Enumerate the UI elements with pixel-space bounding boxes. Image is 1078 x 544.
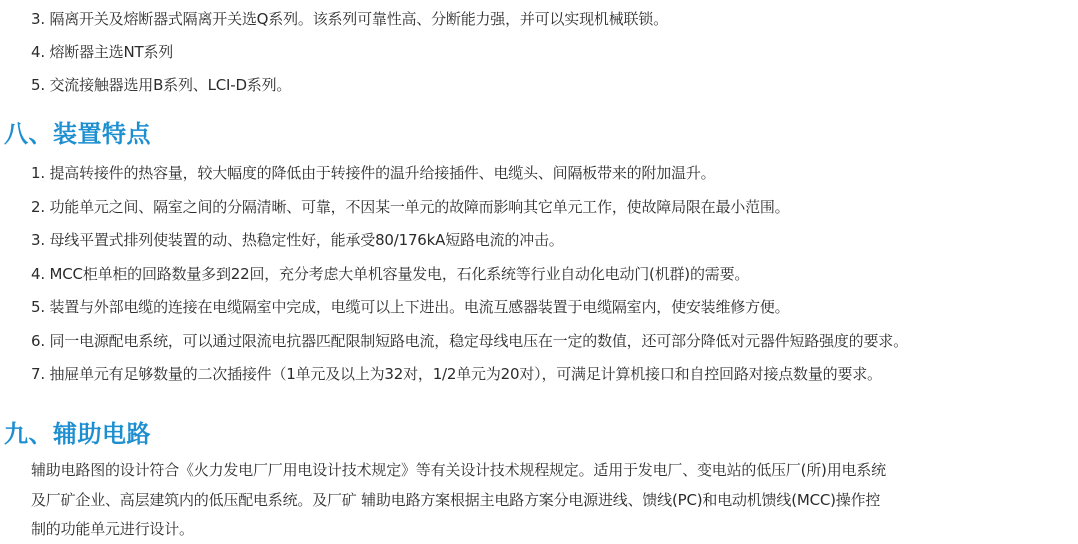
intro-item-3: 3. 隔离开关及熔断器式隔离开关选Q系列。该系列可靠性高、分断能力强，并可以实现机械联锁。 (31, 10, 668, 28)
intro-item-4: 4. 熔断器主选NT系列 (31, 43, 174, 61)
section-9-paragraph-line-3: 制的功能单元进行设计。 (31, 520, 194, 538)
intro-item-5: 5. 交流接触器选用B系列、LCI-D系列。 (31, 76, 292, 94)
section-8-item-2: 2. 功能单元之间、隔室之间的分隔清晰、可靠，不因某一单元的故障而影响其它单元工作，使故障局限在最小范围。 (31, 198, 790, 216)
section-9-heading: 九、辅助电路 (4, 420, 151, 448)
section-9-paragraph-line-1: 辅助电路图的设计符合《火力发电厂厂用电设计技术规定》等有关设计技术规程规定。适用于发电厂、变电站的低压厂(所)用电系统 (31, 461, 886, 479)
section-9-paragraph-line-2: 及厂矿企业、高层建筑内的低压配电系统。及厂矿 辅助电路方案根据主电路方案分电源进线、馈线(PC)和电动机馈线(MCC)操作控 (31, 491, 881, 509)
section-8-heading: 八、装置特点 (4, 120, 151, 148)
section-8-item-4: 4. MCC柜单柜的回路数量多到22回，充分考虑大单机容量发电，石化系统等行业自动化电动门(机群)的需要。 (31, 265, 750, 283)
section-8-item-7: 7. 抽屉单元有足够数量的二次插接件（1单元及以上为32对，1/2单元为20对），可满足计算机接口和自控回路对接点数量的要求。 (31, 365, 882, 383)
section-8-item-5: 5. 装置与外部电缆的连接在电缆隔室中完成，电缆可以上下进出。电流互感器装置于电缆隔室内，使安装维修方便。 (31, 298, 790, 316)
section-8-item-1: 1. 提高转接件的热容量，较大幅度的降低由于转接件的温升给接插件、电缆头、间隔板带来的附加温升。 (31, 164, 716, 182)
section-8-item-3: 3. 母线平置式排列使装置的动、热稳定性好，能承受80/176kA短路电流的冲击。 (31, 231, 564, 249)
section-8-item-6: 6. 同一电源配电系统，可以通过限流电抗器匹配限制短路电流，稳定母线电压在一定的数值，还可部分降低对元器件短路强度的要求。 (31, 332, 908, 350)
